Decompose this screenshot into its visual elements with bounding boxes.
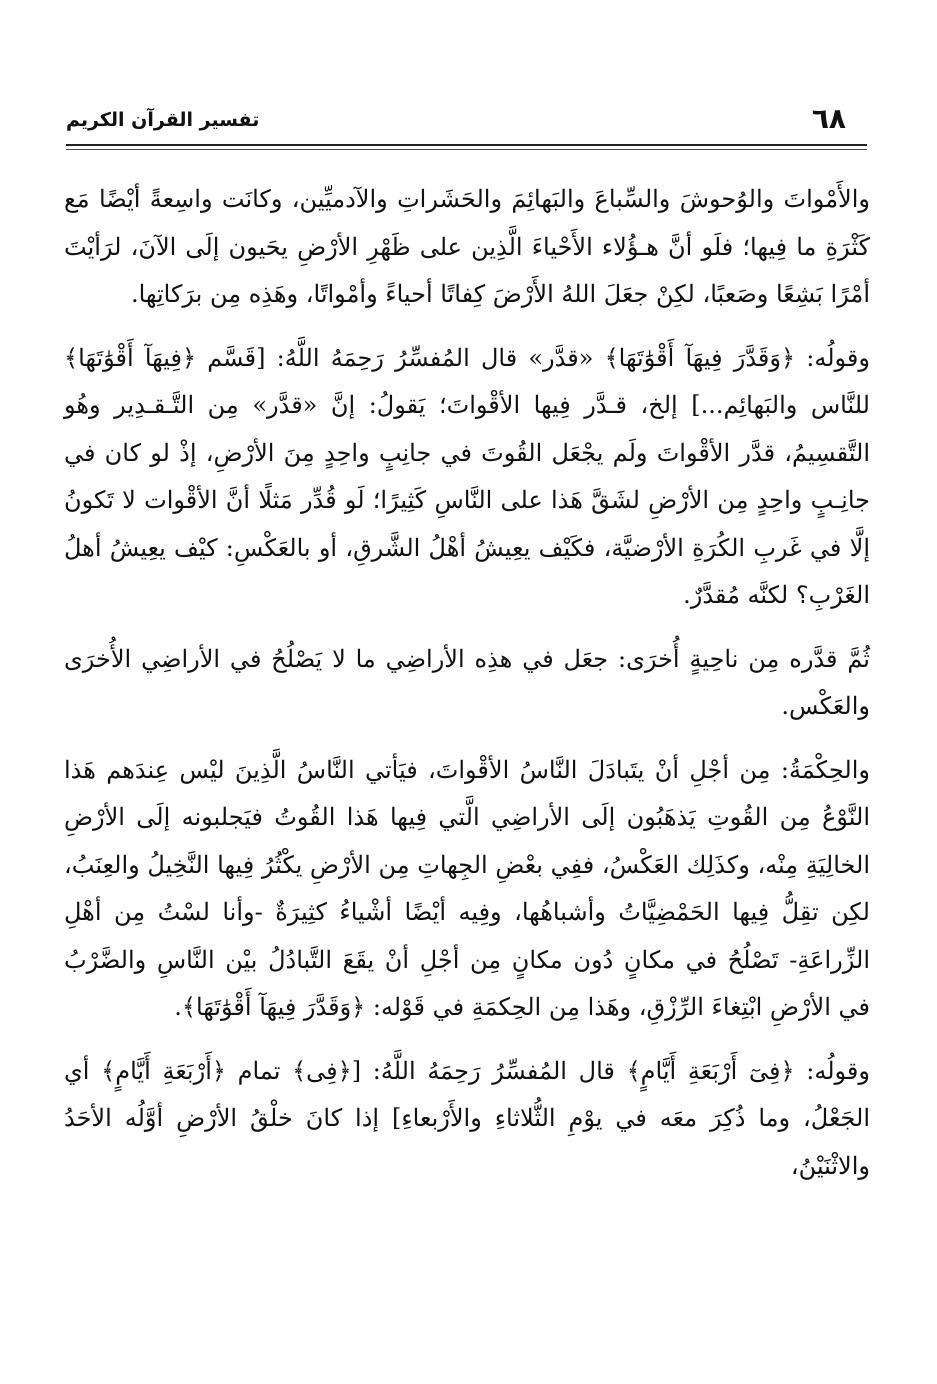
page-body bbox=[64, 176, 870, 1190]
paragraph-2: وقولُه: ﴿وَقَدَّرَ فِيهَآ أَقْوَٰتَهَا﴾ «قدَّر» قال المُفسِّرُ رَحِمَهُ اللَّهُ: [قَسَّم ﴿فِيهَآ أَقْوَٰتَهَا﴾ للنَّاس والبَهائِم...] إلخ، قـدَّر فِيها الأقْواتَ؛ يَقولُ: إنَّ «قدَّر» مِن التَّـقـدِير وهُو التَّقسِيمُ، قدَّر الأقْواتَ ولَم يجْعَل القُوتَ في جانِبٍ واحِدٍ مِنَ الأرْضِ، إذْ لو كان في جانِـبٍ واحِدٍ مِن الأرْضِ لشَقَّ هَذا على النَّاسِ كَثِيرًا؛ لَو قُدِّر مَثلًا أنَّ الأقْوات لا تَكونُ إلَّا في غَربِ الكُرَةِ الأرْضيَّة، فكَيْف يعِيشُ أهْلُ الشَّرقِ، أو بالعَكْسِ: كيْف يعِيشُ أهلُ الغَرْبِ؟ لكنَّه مُقدَّرٌ. bbox=[64, 343, 870, 609]
page-number: ٦٨ bbox=[811, 102, 846, 135]
header-divider bbox=[66, 144, 867, 146]
page-header bbox=[66, 96, 866, 146]
paragraph-4: والحِكْمَةُ: مِن أجْلِ أنْ يتَبادَلَ النَّاسُ الأقْواتَ، فيَأتي النَّاسُ الَّذِينَ ليْس عِندَهم هَذا النَّوْعُ مِن القُوتِ يَذهَبُون إلَى الأراضِي الَّتي فِيها هَذا القُوتُ فيَجلبونه إلَى الأرْضِ الخالِيَةِ مِنْه، وكذَلِك العَكْسُ، ففِي بعْضِ الجِهاتِ مِن الأرْضِ يكْثُرُ فِيها النَّخِيلُ والعِنَبُ، لكِن تقِلُّ فِيها الحَمْضِيَّاتُ وأشباهُها، وفِيه أيْضًا أشْياءُ كثِيرَةٌ -وأنا لسْتُ مِن أهْلِ الزِّراعَةِ- تَصْلُحُ في مكانٍ دُون مكانٍ مِن أجْلِ أنْ يقَعَ التَّبادُلُ بيْن النَّاسِ والضَّرْبُ في الأرْضِ ابْتِغاءَ الرِّزْقِ، وهَذا مِن الحِكمَةِ في قَوْله: ﴿وَقَدَّرَ فِيهَآ أَقْوَٰتَهَا﴾. bbox=[64, 755, 870, 1021]
running-title: تفسير القرآن الكريم bbox=[66, 109, 260, 131]
paragraph-3: ثُمَّ قدَّره مِن ناحِيةٍ أُخرَى: جعَل في هذِه الأراضِي ما لا يَصْلُحُ في الأراضِي الأُخرَى والعَكْس. bbox=[64, 644, 870, 720]
paragraph-5: وقولُه: ﴿فِىٓ أَرْبَعَةِ أَيَّامٍ﴾ قال المُفسِّرُ رَحِمَهُ اللَّهُ: [﴿فِى﴾ تمام ﴿أَرْبَعَةِ أَيَّامٍ﴾ أي الجَعْلُ، وما ذُكِرَ معَه في يوْمِ الثُّلاثاءِ والأَرْبعاءِ] إذا كانَ خلْقُ الأرْضِ أوَّلُه الأحَدُ والاثْنَيْنُ، bbox=[64, 1056, 871, 1180]
paragraph-1: والأَمْواتَ والوُحوشَ والسِّباعَ والبَهائِمَ والحَشَراتِ والآدميِّين، وكانَت واسِعةً أيْضًا مَع كَثْرَةِ ما فِيها؛ فلَو أنَّ هـؤُلاء الأَحْياءَ الَّذِين على ظَهْرِ الأرْضِ يحَيون إلَى الآنَ، لرَأيْتَ أمْرًا بَشِعًا وصَعبًا، لكِنْ جعَلَ اللهُ الأَرْضَ كِفاتًا أحياءً وأمْواتًا، وهَذِه مِن برَكاتِها. bbox=[64, 185, 870, 308]
